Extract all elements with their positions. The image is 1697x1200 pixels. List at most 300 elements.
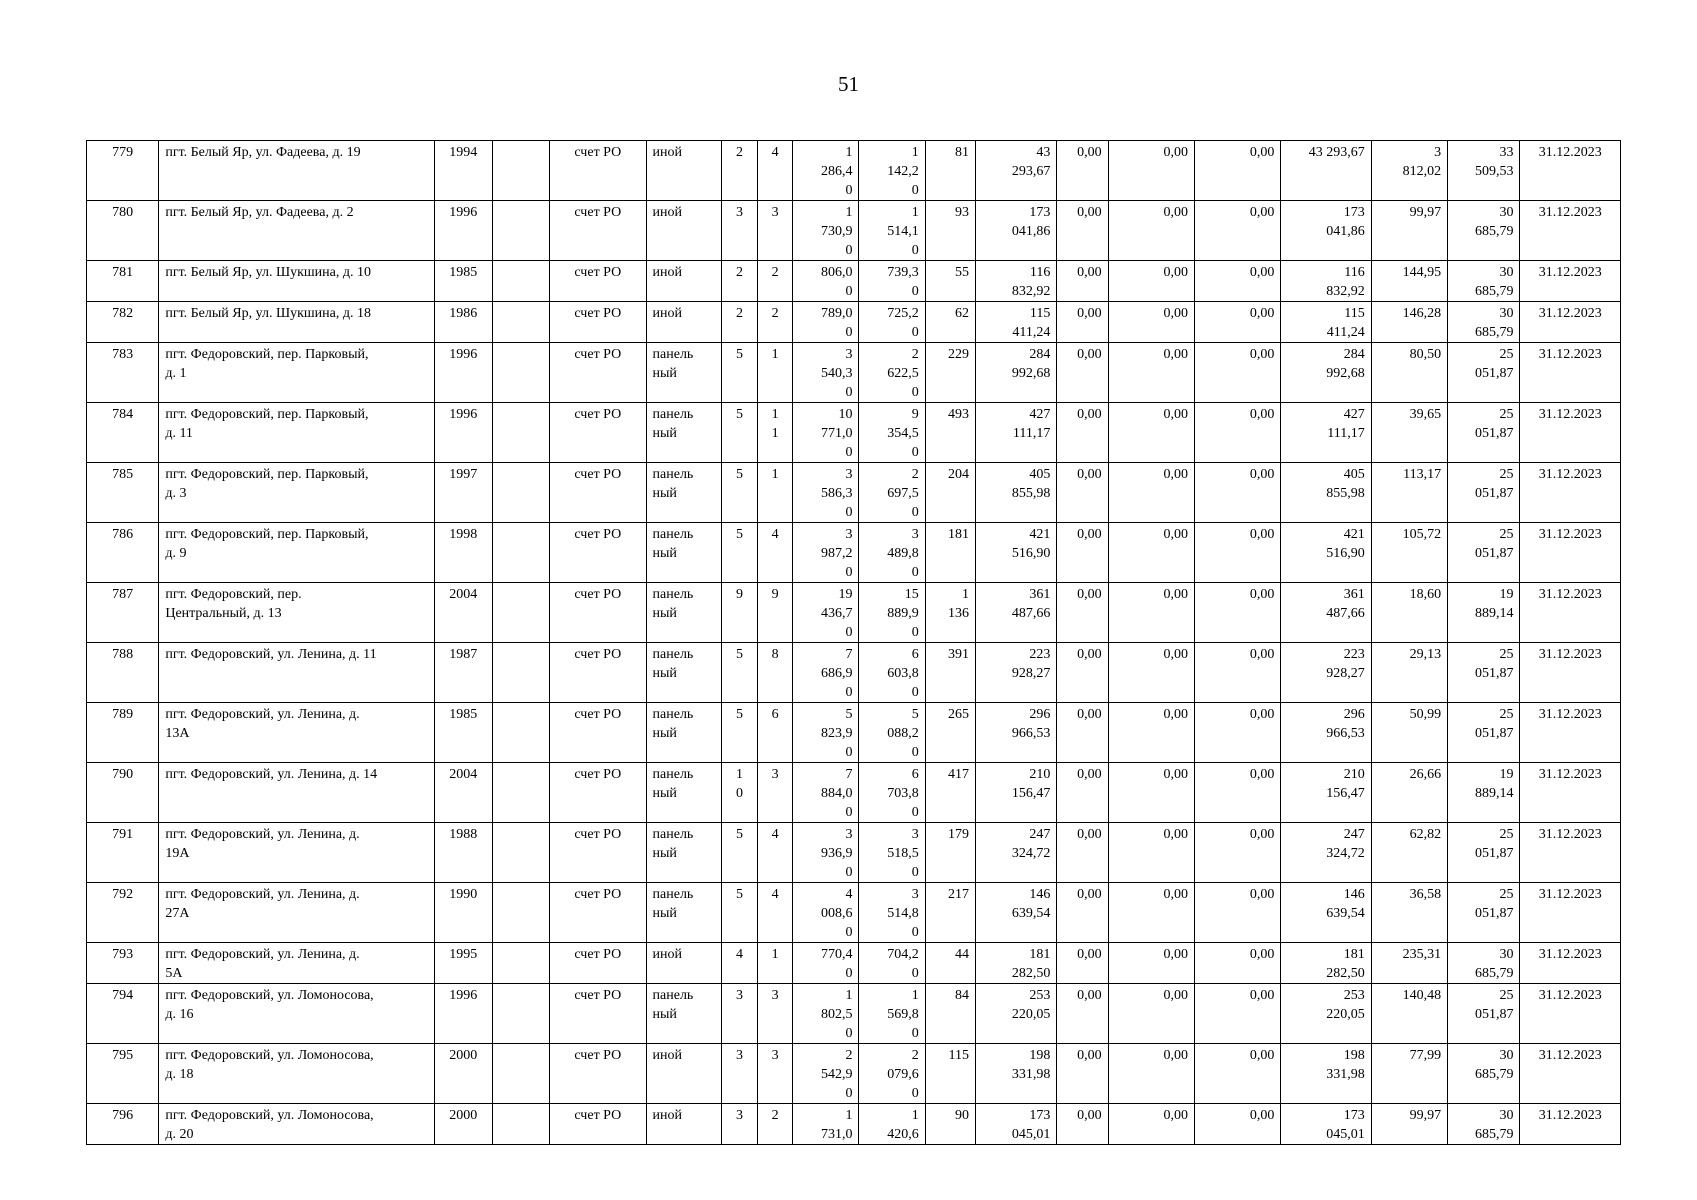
cell-text: счет РО xyxy=(574,988,622,1003)
cell-address xyxy=(159,943,434,984)
table-row xyxy=(87,984,1621,1044)
cell-area-living xyxy=(859,201,925,261)
cell-text: 142,2 xyxy=(887,164,919,179)
cell-text: 411,24 xyxy=(1012,325,1051,340)
cell-area-total xyxy=(793,463,859,523)
cell-text: 361 xyxy=(1029,587,1051,602)
cell-blank xyxy=(492,141,549,201)
cell-text: 4 xyxy=(771,827,779,842)
cell-text: 286,4 xyxy=(820,164,853,179)
cell-cost-per-sqm xyxy=(1371,643,1447,703)
cell-date xyxy=(1520,883,1621,943)
cell-area-total xyxy=(793,984,859,1044)
cell-text: 802,5 xyxy=(820,1007,853,1022)
cell-text: 7 xyxy=(845,647,853,662)
cell-text: 0,00 xyxy=(1249,647,1275,662)
cell-text: 173 xyxy=(1029,1108,1051,1123)
cell-entrances xyxy=(758,463,793,523)
table-row xyxy=(87,523,1621,583)
cell-text: 0 xyxy=(845,505,853,520)
cell-text: 516,90 xyxy=(1011,546,1051,561)
cell-text: 27А xyxy=(165,906,190,921)
cell-cost-limit xyxy=(1448,343,1520,403)
cell-year xyxy=(434,1044,492,1104)
cell-text: 832,92 xyxy=(1011,284,1051,299)
cell-text: 514,8 xyxy=(887,906,919,921)
cell-text: 25 xyxy=(1499,467,1514,482)
cell-date xyxy=(1520,141,1621,201)
cell-area-total xyxy=(793,643,859,703)
cell-text: панель ный xyxy=(652,827,694,861)
cell-text: панель ный xyxy=(652,587,694,621)
cell-text: 1 xyxy=(771,467,779,482)
cell-text: 928,27 xyxy=(1326,666,1365,681)
cell-entrances xyxy=(758,643,793,703)
cell-text: 10 xyxy=(838,407,853,422)
cell-cost-regional xyxy=(1108,523,1194,583)
cell-fund-method xyxy=(550,1044,646,1104)
cell-text: 051,87 xyxy=(1474,846,1514,861)
cell-text: 0 xyxy=(845,243,853,258)
table-row xyxy=(87,1044,1621,1104)
table-row xyxy=(87,703,1621,763)
cell-wall-material xyxy=(646,302,721,343)
cell-entrances xyxy=(758,343,793,403)
cell-text: 19 xyxy=(1499,587,1514,602)
cell-text: 1 xyxy=(845,1108,853,1123)
cell-date xyxy=(1520,302,1621,343)
cell-cost-regional xyxy=(1108,141,1194,201)
cell-text: 1 xyxy=(845,988,853,1003)
cell-text: 703,8 xyxy=(887,786,919,801)
cell-text: 785 xyxy=(112,467,134,482)
cell-text: 31.12.2023 xyxy=(1538,265,1602,280)
cell-text: 30 xyxy=(1499,1048,1514,1063)
cell-text: 282,50 xyxy=(1326,966,1365,981)
cell-floors xyxy=(721,302,757,343)
cell-floors xyxy=(721,703,757,763)
cell-text: 0,00 xyxy=(1249,407,1275,422)
cell-cost-per-sqm xyxy=(1371,463,1447,523)
table-row xyxy=(87,883,1621,943)
cell-number xyxy=(87,201,159,261)
cell-text: 0,00 xyxy=(1077,647,1102,662)
cell-text: 0,00 xyxy=(1249,1108,1275,1123)
cell-residents xyxy=(925,583,975,643)
cell-text: 31.12.2023 xyxy=(1538,1108,1602,1123)
cell-date xyxy=(1520,823,1621,883)
cell-text: 0,00 xyxy=(1163,145,1188,160)
cell-text: 041,86 xyxy=(1326,224,1365,239)
cell-cost-limit xyxy=(1448,984,1520,1044)
cell-text: 0 xyxy=(845,865,853,880)
cell-text: 0,00 xyxy=(1163,647,1188,662)
cell-text: пгт. Федоровский, ул. Ленина, д. 14 xyxy=(165,767,378,782)
cell-cost-local xyxy=(1194,583,1280,643)
cell-fund-method xyxy=(550,823,646,883)
cell-residents xyxy=(925,261,975,302)
cell-text: 0,00 xyxy=(1249,587,1275,602)
cell-text: 966,53 xyxy=(1326,726,1365,741)
table-row xyxy=(87,343,1621,403)
cell-text: 639,54 xyxy=(1011,906,1051,921)
cell-year xyxy=(434,643,492,703)
cell-text: 3 xyxy=(1434,145,1442,160)
cell-text: 284 xyxy=(1343,347,1365,362)
cell-floors xyxy=(721,141,757,201)
cell-number xyxy=(87,703,159,763)
cell-address xyxy=(159,583,434,643)
cell-text: счет РО xyxy=(574,347,622,362)
cell-text: 6 xyxy=(771,707,779,722)
cell-text: 0,00 xyxy=(1077,707,1102,722)
cell-text: 0 xyxy=(911,385,919,400)
cell-text: 051,87 xyxy=(1474,906,1514,921)
cell-area-living xyxy=(859,883,925,943)
cell-text: 331,98 xyxy=(1326,1067,1365,1082)
cell-text: 6 xyxy=(911,767,919,782)
cell-text: 514,1 xyxy=(887,224,919,239)
cell-text: 889,9 xyxy=(887,606,919,621)
cell-text: 493 xyxy=(948,407,969,422)
cell-text: 4 xyxy=(735,947,743,962)
cell-text: 90 xyxy=(955,1108,969,1123)
cell-residents xyxy=(925,703,975,763)
cell-cost-limit xyxy=(1448,643,1520,703)
cell-text: счет РО xyxy=(574,947,622,962)
cell-text: пгт. Федоровский, ул. Ленина, д. xyxy=(165,707,360,722)
cell-number xyxy=(87,403,159,463)
table-row xyxy=(87,141,1621,201)
cell-text: 790 xyxy=(112,767,134,782)
cell-text: 0 xyxy=(845,925,853,940)
cell-text: 5 xyxy=(735,467,743,482)
cell-cost-local xyxy=(1194,403,1280,463)
cell-area-living xyxy=(859,823,925,883)
cell-address xyxy=(159,302,434,343)
cell-text: д. 20 xyxy=(165,1127,194,1142)
cell-text: 780 xyxy=(112,205,134,220)
cell-text: 731,0 xyxy=(820,1127,853,1142)
cell-text: 928,27 xyxy=(1011,666,1051,681)
cell-text: 051,87 xyxy=(1474,486,1514,501)
cell-cost-local xyxy=(1194,763,1280,823)
cell-text: 9 xyxy=(735,587,743,602)
cell-fund-method xyxy=(550,763,646,823)
table-row xyxy=(87,201,1621,261)
cell-blank xyxy=(492,463,549,523)
cell-text: 0,00 xyxy=(1249,347,1275,362)
cell-cost-owners xyxy=(1281,583,1371,643)
cell-text: 0,00 xyxy=(1163,205,1188,220)
cell-text: 5 xyxy=(735,407,743,422)
cell-wall-material xyxy=(646,463,721,523)
cell-text: 3 xyxy=(771,205,779,220)
cell-text: 2 xyxy=(771,265,779,280)
cell-text: 3 xyxy=(735,988,743,1003)
cell-text: 293,67 xyxy=(1011,164,1051,179)
cell-cost-federal xyxy=(1057,643,1108,703)
cell-text: 704,2 xyxy=(887,947,919,962)
cell-cost-total xyxy=(976,583,1057,643)
cell-text: 282,50 xyxy=(1011,966,1051,981)
cell-text: 639,54 xyxy=(1326,906,1365,921)
cell-text: 5 xyxy=(735,707,743,722)
cell-text: 116 xyxy=(1344,265,1365,280)
cell-text: 25 xyxy=(1499,647,1514,662)
table-row xyxy=(87,823,1621,883)
cell-text: 25 xyxy=(1499,347,1514,362)
cell-text: 146 xyxy=(1029,887,1051,902)
cell-text: 3 xyxy=(845,467,853,482)
cell-cost-regional xyxy=(1108,883,1194,943)
cell-text: д. 9 xyxy=(165,546,187,561)
cell-area-total xyxy=(793,943,859,984)
cell-text: 789 xyxy=(112,707,134,722)
cell-address xyxy=(159,763,434,823)
cell-area-living xyxy=(859,1044,925,1104)
cell-text: 31.12.2023 xyxy=(1538,707,1602,722)
cell-cost-per-sqm xyxy=(1371,1044,1447,1104)
cell-cost-owners xyxy=(1281,141,1371,201)
cell-text: 0 xyxy=(911,925,919,940)
cell-cost-per-sqm xyxy=(1371,883,1447,943)
cell-text: 987,2 xyxy=(820,546,853,561)
cell-text: 427 xyxy=(1029,407,1051,422)
cell-entrances xyxy=(758,703,793,763)
cell-text: 051,87 xyxy=(1474,666,1514,681)
cell-text: 685,79 xyxy=(1474,1127,1514,1142)
cell-text: 39,65 xyxy=(1409,407,1442,422)
cell-number xyxy=(87,343,159,403)
cell-text: 788 xyxy=(112,647,134,662)
cell-cost-federal xyxy=(1057,763,1108,823)
cell-cost-local xyxy=(1194,883,1280,943)
cell-text: 105,72 xyxy=(1402,527,1442,542)
cell-text: 966,53 xyxy=(1011,726,1051,741)
cell-text: 7 xyxy=(845,767,853,782)
cell-text: 0 xyxy=(911,1026,919,1041)
cell-text: счет РО xyxy=(574,145,622,160)
cell-cost-total xyxy=(976,984,1057,1044)
cell-cost-regional xyxy=(1108,823,1194,883)
cell-number xyxy=(87,883,159,943)
cell-text: пгт. Федоровский, пер. Парковый, xyxy=(165,347,369,362)
cell-text: 730,9 xyxy=(820,224,853,239)
cell-cost-owners xyxy=(1281,302,1371,343)
cell-text: пгт. Белый Яр, ул. Фадеева, д. 2 xyxy=(165,205,354,220)
cell-cost-per-sqm xyxy=(1371,703,1447,763)
cell-blank xyxy=(492,1104,549,1145)
cell-text: 0,00 xyxy=(1163,947,1188,962)
cell-text: 1996 xyxy=(449,407,478,422)
cell-cost-regional xyxy=(1108,201,1194,261)
cell-cost-regional xyxy=(1108,943,1194,984)
cell-text: 2004 xyxy=(449,767,478,782)
cell-number xyxy=(87,984,159,1044)
cell-cost-federal xyxy=(1057,583,1108,643)
cell-entrances xyxy=(758,583,793,643)
cell-address xyxy=(159,883,434,943)
cell-text: 25 xyxy=(1499,827,1514,842)
table-row xyxy=(87,463,1621,523)
cell-text: 725,2 xyxy=(887,306,919,321)
cell-fund-method xyxy=(550,883,646,943)
cell-text: 0,00 xyxy=(1077,265,1102,280)
cell-text: счет РО xyxy=(574,827,622,842)
cell-text: 116 xyxy=(1029,265,1051,280)
cell-text: 1 xyxy=(911,988,919,1003)
cell-text: 3 xyxy=(845,827,853,842)
cell-cost-owners xyxy=(1281,703,1371,763)
table-row xyxy=(87,261,1621,302)
cell-cost-per-sqm xyxy=(1371,201,1447,261)
cell-cost-local xyxy=(1194,1044,1280,1104)
cell-text: 19А xyxy=(165,846,190,861)
cell-date xyxy=(1520,343,1621,403)
cell-area-total xyxy=(793,261,859,302)
cell-text: 051,87 xyxy=(1474,546,1514,561)
cell-text: 0,00 xyxy=(1077,407,1102,422)
cell-text: 518,5 xyxy=(887,846,919,861)
cell-text: 33 xyxy=(1499,145,1514,160)
cell-cost-per-sqm xyxy=(1371,302,1447,343)
cell-text: 794 xyxy=(112,988,134,1003)
cell-cost-owners xyxy=(1281,1044,1371,1104)
cell-text: 115 xyxy=(1344,306,1365,321)
cell-text: 0 xyxy=(911,805,919,820)
cell-text: 31.12.2023 xyxy=(1538,1048,1602,1063)
cell-text: счет РО xyxy=(574,306,622,321)
cell-text: 1995 xyxy=(449,947,478,962)
cell-cost-per-sqm xyxy=(1371,583,1447,643)
cell-date xyxy=(1520,643,1621,703)
cell-date xyxy=(1520,583,1621,643)
table-row xyxy=(87,302,1621,343)
cell-text: 0 xyxy=(911,565,919,580)
cell-text: 0 xyxy=(911,1086,919,1101)
cell-cost-local xyxy=(1194,1104,1280,1145)
cell-text: 93 xyxy=(955,205,969,220)
cell-text: 9 xyxy=(911,407,919,422)
cell-text: 1 xyxy=(911,205,919,220)
cell-area-living xyxy=(859,463,925,523)
cell-text: 0,00 xyxy=(1077,827,1102,842)
cell-cost-limit xyxy=(1448,141,1520,201)
cell-residents xyxy=(925,1104,975,1145)
cell-text: 1996 xyxy=(449,347,478,362)
cell-text: 30 xyxy=(1499,265,1514,280)
cell-year xyxy=(434,763,492,823)
cell-text: 31.12.2023 xyxy=(1538,988,1602,1003)
cell-cost-regional xyxy=(1108,343,1194,403)
cell-text: 417 xyxy=(948,767,969,782)
cell-cost-local xyxy=(1194,343,1280,403)
cell-cost-limit xyxy=(1448,823,1520,883)
cell-cost-total xyxy=(976,302,1057,343)
cell-cost-per-sqm xyxy=(1371,823,1447,883)
cell-text: 1 xyxy=(845,205,853,220)
cell-text: счет РО xyxy=(574,887,622,902)
cell-text: 81 xyxy=(955,145,969,160)
cell-floors xyxy=(721,883,757,943)
cell-text: 1 xyxy=(845,145,853,160)
cell-residents xyxy=(925,523,975,583)
cell-text: 781 xyxy=(112,265,134,280)
cell-fund-method xyxy=(550,943,646,984)
cell-text: 43 xyxy=(1036,145,1051,160)
cell-cost-total xyxy=(976,201,1057,261)
cell-number xyxy=(87,583,159,643)
cell-text: 25 xyxy=(1499,707,1514,722)
cell-text: счет РО xyxy=(574,265,622,280)
cell-fund-method xyxy=(550,302,646,343)
cell-text: 25 xyxy=(1499,527,1514,542)
cell-cost-total xyxy=(976,261,1057,302)
cell-text: панель ный xyxy=(652,647,694,681)
cell-fund-method xyxy=(550,201,646,261)
cell-cost-per-sqm xyxy=(1371,763,1447,823)
cell-year xyxy=(434,403,492,463)
cell-text: 079,6 xyxy=(887,1067,919,1082)
cell-address xyxy=(159,463,434,523)
cell-text: пгт. Федоровский, пер. Парковый, xyxy=(165,527,369,542)
cell-text: 0 xyxy=(845,284,853,299)
cell-text: 0,00 xyxy=(1249,527,1275,542)
cell-text: иной xyxy=(652,947,683,962)
cell-text: 0 xyxy=(911,243,919,258)
cell-text: 427 xyxy=(1343,407,1365,422)
cell-text: 2 xyxy=(735,306,743,321)
cell-text: 793 xyxy=(112,947,134,962)
cell-cost-owners xyxy=(1281,943,1371,984)
cell-text: панель ный xyxy=(652,887,694,921)
cell-entrances xyxy=(758,1044,793,1104)
cell-cost-per-sqm xyxy=(1371,1104,1447,1145)
cell-floors xyxy=(721,343,757,403)
cell-cost-regional xyxy=(1108,1104,1194,1145)
cell-text: 0 xyxy=(911,325,919,340)
cell-text: панель ный xyxy=(652,707,694,741)
cell-text: 0 xyxy=(845,565,853,580)
cell-cost-local xyxy=(1194,201,1280,261)
cell-entrances xyxy=(758,984,793,1044)
cell-text: 18,60 xyxy=(1409,587,1442,602)
cell-cost-owners xyxy=(1281,463,1371,523)
cell-text: панель ный xyxy=(652,527,694,561)
cell-address xyxy=(159,703,434,763)
cell-floors xyxy=(721,523,757,583)
cell-text: 1 xyxy=(911,1108,919,1123)
cell-text: 685,79 xyxy=(1474,1067,1514,1082)
cell-text: 62 xyxy=(955,306,969,321)
cell-cost-local xyxy=(1194,302,1280,343)
cell-text: 0,00 xyxy=(1163,827,1188,842)
cell-year xyxy=(434,883,492,943)
cell-blank xyxy=(492,302,549,343)
cell-wall-material xyxy=(646,261,721,302)
cell-text: 992,68 xyxy=(1011,366,1051,381)
cell-text: 509,53 xyxy=(1474,164,1514,179)
cell-text: 31.12.2023 xyxy=(1538,347,1602,362)
cell-blank xyxy=(492,883,549,943)
cell-date xyxy=(1520,703,1621,763)
cell-floors xyxy=(721,583,757,643)
cell-area-total xyxy=(793,141,859,201)
cell-text: 884,0 xyxy=(820,786,853,801)
cell-cost-per-sqm xyxy=(1371,523,1447,583)
cell-text: 3 xyxy=(735,1048,743,1063)
